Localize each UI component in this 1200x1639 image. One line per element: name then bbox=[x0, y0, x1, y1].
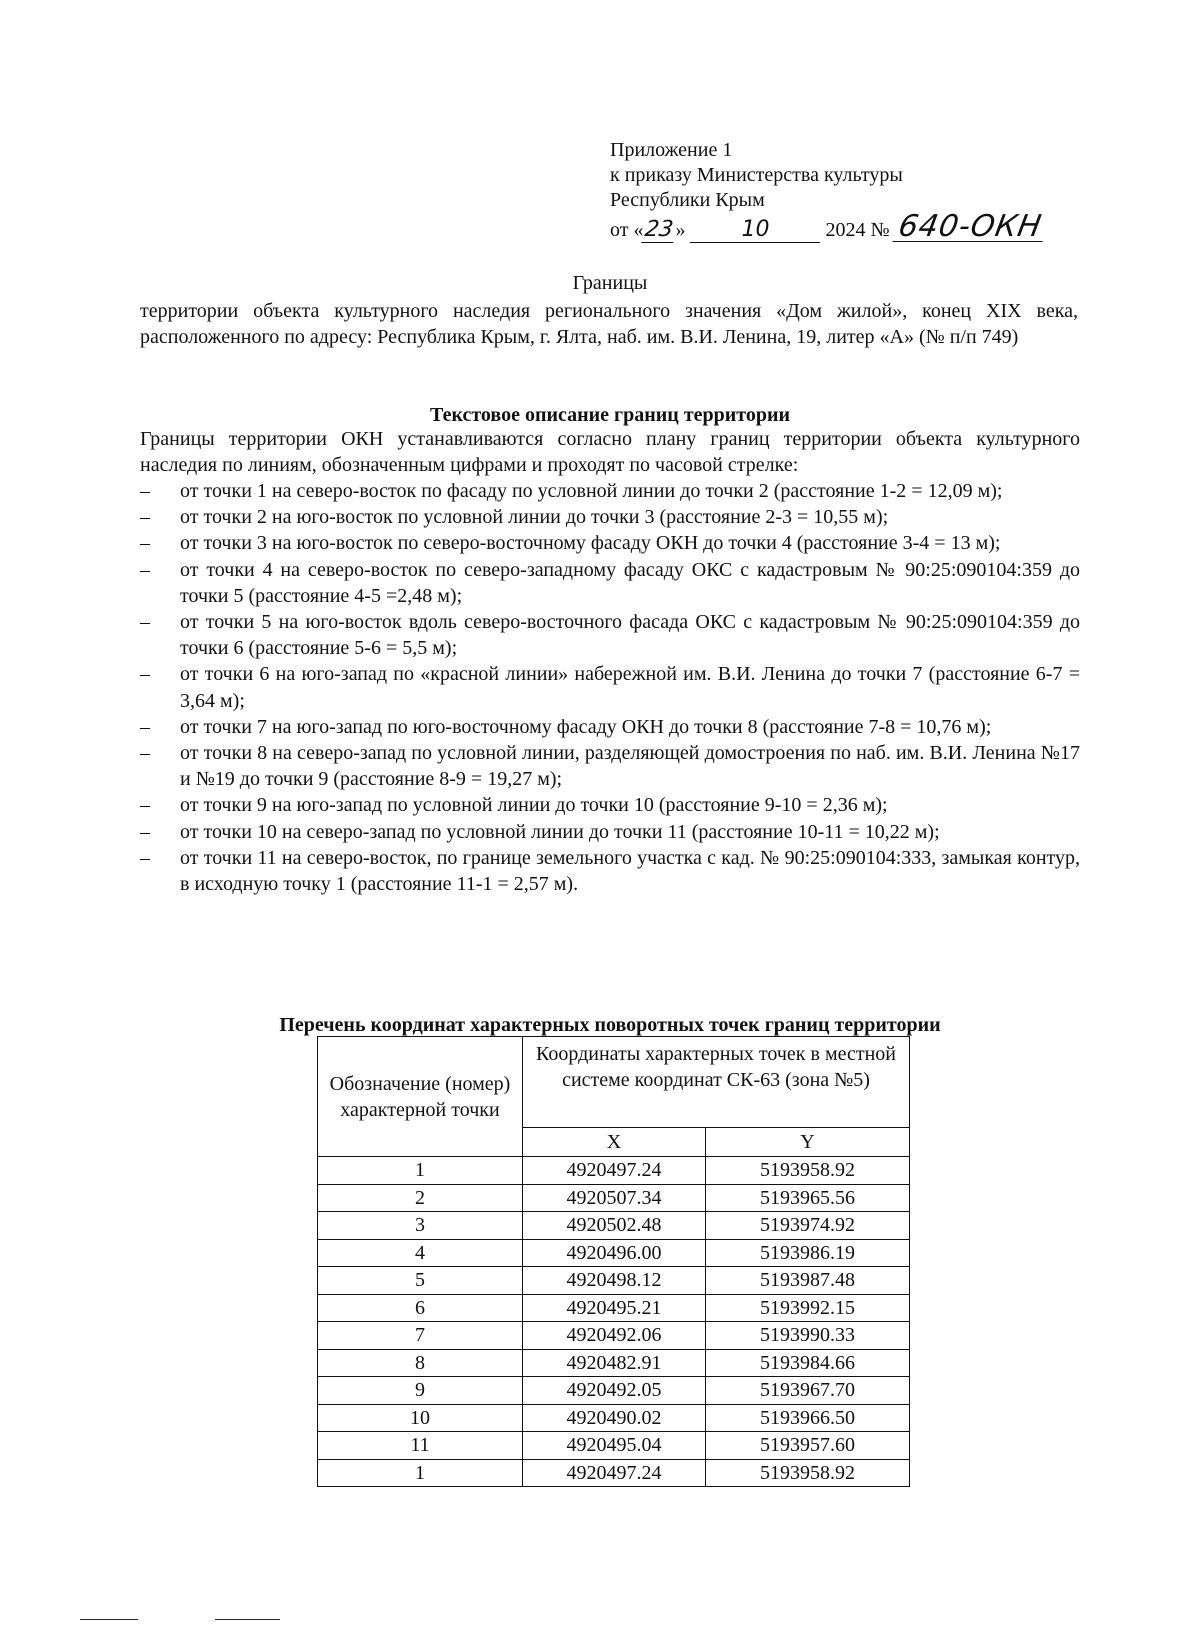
document-title: Границы bbox=[572, 272, 648, 294]
cell-y: 5193958.92 bbox=[706, 1459, 910, 1487]
cell-y: 5193966.50 bbox=[706, 1404, 910, 1432]
cell-y: 5193957.60 bbox=[706, 1432, 910, 1460]
list-item-text: от точки 9 на юго-запад по условной линии до точки 10 (расстояние 9-10 = 2,36 м); bbox=[180, 794, 888, 817]
cell-x: 4920495.21 bbox=[523, 1294, 706, 1322]
table-row bbox=[318, 1267, 910, 1295]
list-dash: – bbox=[140, 820, 150, 843]
handwritten-month: 10 bbox=[690, 217, 820, 243]
cell-y: 5193984.66 bbox=[706, 1349, 910, 1377]
table-row bbox=[318, 1404, 910, 1432]
cell-point: 2 bbox=[318, 1184, 523, 1212]
cell-x: 4920497.24 bbox=[523, 1459, 706, 1487]
list-dash: – bbox=[140, 846, 150, 869]
cell-point: 10 bbox=[318, 1404, 523, 1432]
date-prefix: от « bbox=[610, 219, 644, 241]
table-row bbox=[318, 1459, 910, 1487]
list-item bbox=[140, 740, 1080, 792]
list-item bbox=[140, 478, 1080, 504]
footer-rule-left bbox=[80, 1619, 138, 1620]
list-item-text: от точки 10 на северо-запад по условной линии до точки 11 (расстояние 10-11 = 10,22 м); bbox=[180, 820, 940, 843]
column-header-point: Обозначение (номер) характерной точки bbox=[318, 1037, 523, 1157]
column-header-y: Y bbox=[706, 1128, 910, 1157]
list-dash: – bbox=[140, 506, 150, 529]
cell-x: 4920496.00 bbox=[523, 1239, 706, 1267]
cell-x: 4920492.05 bbox=[523, 1377, 706, 1405]
list-dash: – bbox=[140, 558, 150, 581]
table-heading: Перечень координат характерных поворотных точек границ территории bbox=[279, 1014, 941, 1036]
list-dash: – bbox=[140, 742, 150, 765]
annex-date-line bbox=[610, 209, 1080, 244]
table-row bbox=[318, 1294, 910, 1322]
list-dash: – bbox=[140, 663, 150, 686]
table-row bbox=[318, 1349, 910, 1377]
table-row bbox=[318, 1377, 910, 1405]
list-dash: – bbox=[140, 715, 150, 738]
section-heading: Текстовое описание границ территории bbox=[429, 404, 791, 426]
cell-y: 5193990.33 bbox=[706, 1322, 910, 1350]
annex-line-1: Приложение 1 bbox=[610, 139, 733, 161]
table-row bbox=[318, 1157, 910, 1185]
list-dash: – bbox=[140, 480, 150, 502]
list-dash: – bbox=[140, 611, 150, 634]
list-dash: – bbox=[140, 794, 150, 817]
cell-point: 5 bbox=[318, 1267, 523, 1295]
cell-x: 4920497.24 bbox=[523, 1157, 706, 1185]
cell-x: 4920507.34 bbox=[523, 1184, 706, 1212]
cell-point: 8 bbox=[318, 1349, 523, 1377]
list-item-text: от точки 11 на северо-восток, по границе земельного участка с кад. № 90:25:090104:333, замыкая контур, в исходную точку 1 (расстояние 11-1 = 2,57 м). bbox=[180, 846, 1080, 896]
list-item bbox=[140, 609, 1080, 661]
list-item bbox=[140, 661, 1080, 713]
date-mid: » bbox=[675, 219, 686, 241]
list-item bbox=[140, 819, 1080, 845]
list-item-text: от точки 2 на юго-восток по условной линии до точки 3 (расстояние 2-3 = 10,55 м); bbox=[180, 506, 889, 529]
list-item-text: от точки 3 на юго-восток по северо-восточному фасаду ОКН до точки 4 (расстояние 3-4 = 13 м); bbox=[180, 532, 1001, 555]
column-header-x: X bbox=[523, 1128, 706, 1157]
cell-x: 4920498.12 bbox=[523, 1267, 706, 1295]
annex-header bbox=[610, 138, 1080, 243]
list-item bbox=[140, 530, 1080, 556]
list-item bbox=[140, 557, 1080, 609]
list-item-text: от точки 4 на северо-восток по северо-западному фасаду ОКС с кадастровым № 90:25:090104:359 до точки 5 (расстояние 4-5 =2,48 м); bbox=[180, 558, 1080, 607]
cell-x: 4920482.91 bbox=[523, 1349, 706, 1377]
footer-rule-right bbox=[215, 1619, 280, 1620]
cell-point: 7 bbox=[318, 1322, 523, 1350]
section-intro: Границы территории ОКН устанавливаются согласно плану границ территории объекта культурного наследия по линиям, обозначенным цифрами и проходят по часовой стрелке: bbox=[140, 428, 1080, 476]
list-item bbox=[140, 504, 1080, 530]
table-row bbox=[318, 1322, 910, 1350]
cell-point: 4 bbox=[318, 1239, 523, 1267]
list-item-text: от точки 5 на юго-восток вдоль северо-восточного фасада ОКС с кадастровым № 90:25:090104:359 до точки 6 (расстояние 5-6 = 5,5 м); bbox=[180, 611, 1080, 660]
list-item-text: от точки 8 на северо-запад по условной линии, разделяющей домостроения по наб. им. В.И. Ленина №17 и №19 до точки 9 (расстояние 8-9 = 19,27 м); bbox=[180, 742, 1080, 791]
cell-y: 5193958.92 bbox=[706, 1157, 910, 1185]
table-row bbox=[318, 1212, 910, 1240]
handwritten-order-number: 640-ОКН bbox=[892, 213, 1047, 242]
handwritten-day: 23 bbox=[642, 217, 678, 243]
cell-point: 1 bbox=[318, 1459, 523, 1487]
cell-x: 4920502.48 bbox=[523, 1212, 706, 1240]
list-item bbox=[140, 792, 1080, 818]
coordinates-table bbox=[317, 1036, 910, 1487]
cell-point: 6 bbox=[318, 1294, 523, 1322]
annex-line-2: к приказу Министерства культуры bbox=[610, 164, 903, 186]
annex-line-3: Республики Крым bbox=[610, 189, 765, 211]
cell-y: 5193992.15 bbox=[706, 1294, 910, 1322]
list-item-text: от точки 1 на северо-восток по фасаду по условной линии до точки 2 (расстояние 1-2 = 12,09 м); bbox=[180, 480, 1003, 502]
document-subtitle: территории объекта культурного наследия регионального значения «Дом жилой», конец XIX века, расположенного по адресу: Республика Крым, г. Ялта, наб. им. В.И. Ленина, 19, литер «А» (№ п/п 749) bbox=[140, 300, 1078, 348]
cell-x: 4920495.04 bbox=[523, 1432, 706, 1460]
cell-point: 9 bbox=[318, 1377, 523, 1405]
cell-y: 5193974.92 bbox=[706, 1212, 910, 1240]
cell-point: 3 bbox=[318, 1212, 523, 1240]
cell-y: 5193986.19 bbox=[706, 1239, 910, 1267]
boundary-points-list bbox=[140, 478, 1080, 897]
cell-point: 11 bbox=[318, 1432, 523, 1460]
table-row bbox=[318, 1432, 910, 1460]
list-item-text: от точки 6 на юго-запад по «красной линии» набережной им. В.И. Ленина до точки 7 (расстояние 6-7 = 3,64 м); bbox=[180, 663, 1080, 712]
cell-y: 5193987.48 bbox=[706, 1267, 910, 1295]
date-year: 2024 № bbox=[825, 219, 890, 241]
column-header-coordinates: Координаты характерных точек в местной системе координат СК-63 (зона №5) bbox=[523, 1037, 910, 1128]
table-row bbox=[318, 1184, 910, 1212]
list-item bbox=[140, 845, 1080, 897]
cell-point: 1 bbox=[318, 1157, 523, 1185]
list-dash: – bbox=[140, 532, 150, 555]
list-item bbox=[140, 714, 1080, 740]
cell-x: 4920492.06 bbox=[523, 1322, 706, 1350]
cell-y: 5193965.56 bbox=[706, 1184, 910, 1212]
list-item-text: от точки 7 на юго-запад по юго-восточному фасаду ОКН до точки 8 (расстояние 7-8 = 10,76 м); bbox=[180, 715, 992, 738]
table-row bbox=[318, 1239, 910, 1267]
cell-y: 5193967.70 bbox=[706, 1377, 910, 1405]
cell-x: 4920490.02 bbox=[523, 1404, 706, 1432]
